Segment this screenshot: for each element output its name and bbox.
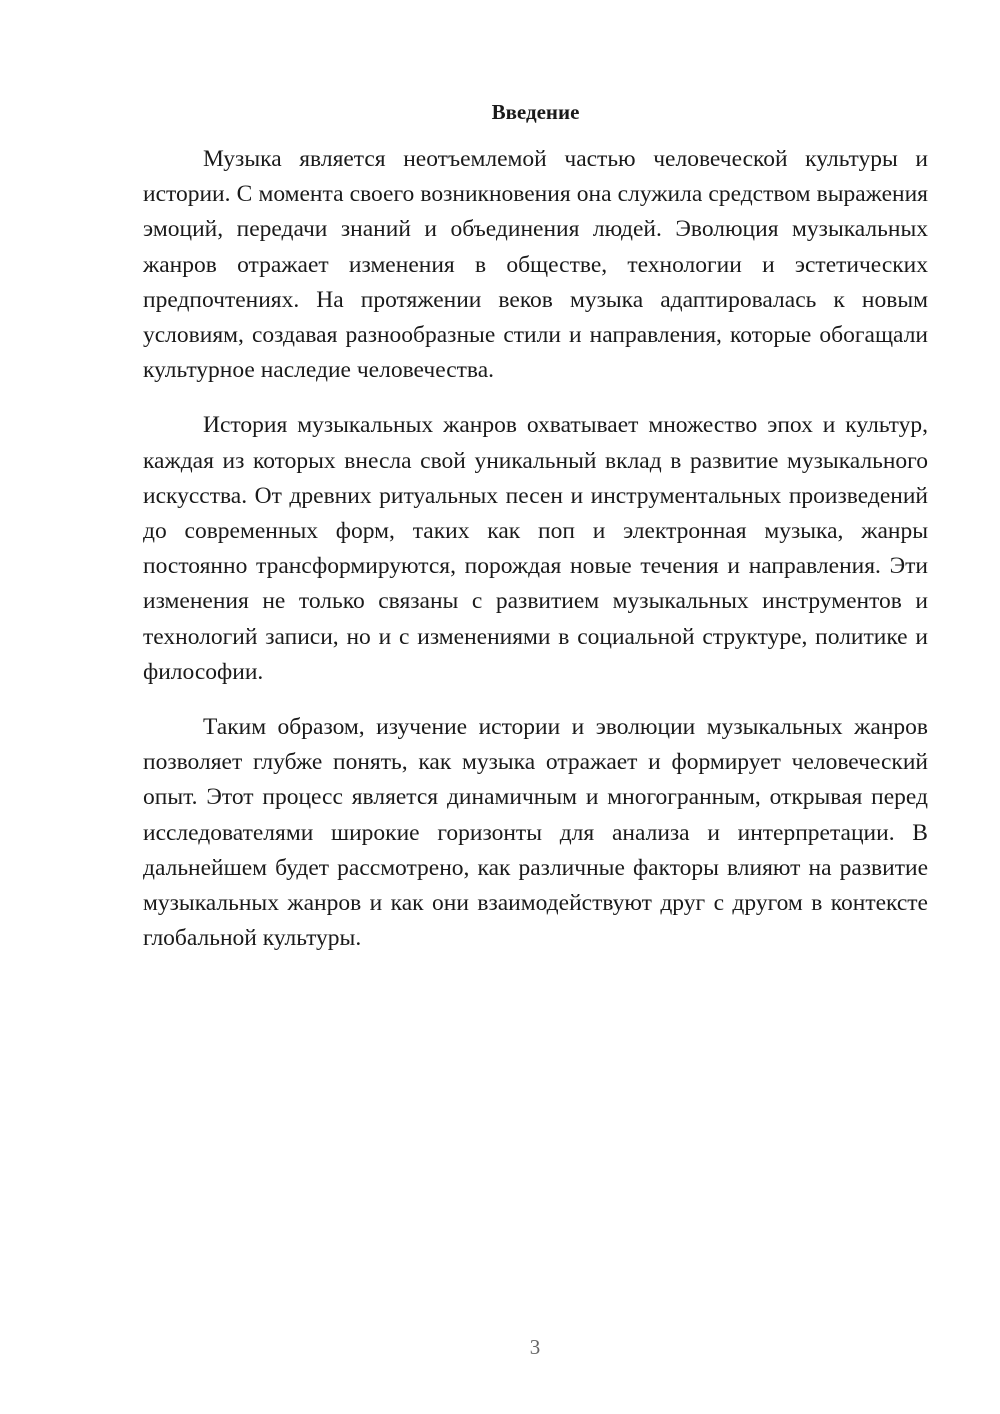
paragraph-3: Таким образом, изучение истории и эволюции музыкальных жанров позволяет глубже понять, как музыка отражает и формирует человеческий опыт. Этот процесс является динамичным и многогранным, открывая перед исследователями широкие горизонты для анализа и интерпретации. В дальнейшем будет рассмотрено, как различные факторы влияют на развитие музыкальных жанров и как они взаимодействуют друг с другом в контексте глобальной культуры.	[143, 714, 928, 952]
section-heading: Введение	[491, 100, 580, 124]
paragraph-2: История музыкальных жанров охватывает множество эпох и культур, каждая из которых внесла свой уникальный вклад в развитие музыкального искусства. От древних ритуальных песен и инструментальных произведений до современных форм, таких как поп и электронная музыка, жанры постоянно трансформируются, порождая новые течения и направления. Эти изменения не только связаны с развитием музыкальных инструментов и технологий записи, но и с изменениями в социальной структуре, политике и философии.	[143, 412, 928, 685]
paragraph-1: Музыка является неотъемлемой частью человеческой культуры и истории. С момента своего возникновения она служила средством выражения эмоций, передачи знаний и объединения людей. Эволюция музыкальных жанров отражает изменения в обществе, технологии и эстетических предпочтениях. На протяжении веков музыка адаптировалась к новым условиям, создавая разнообразные стили и направления, которые обогащали культурное наследие человечества.	[143, 146, 928, 384]
body-text	[143, 142, 928, 976]
page-number: 3	[529, 1335, 541, 1359]
